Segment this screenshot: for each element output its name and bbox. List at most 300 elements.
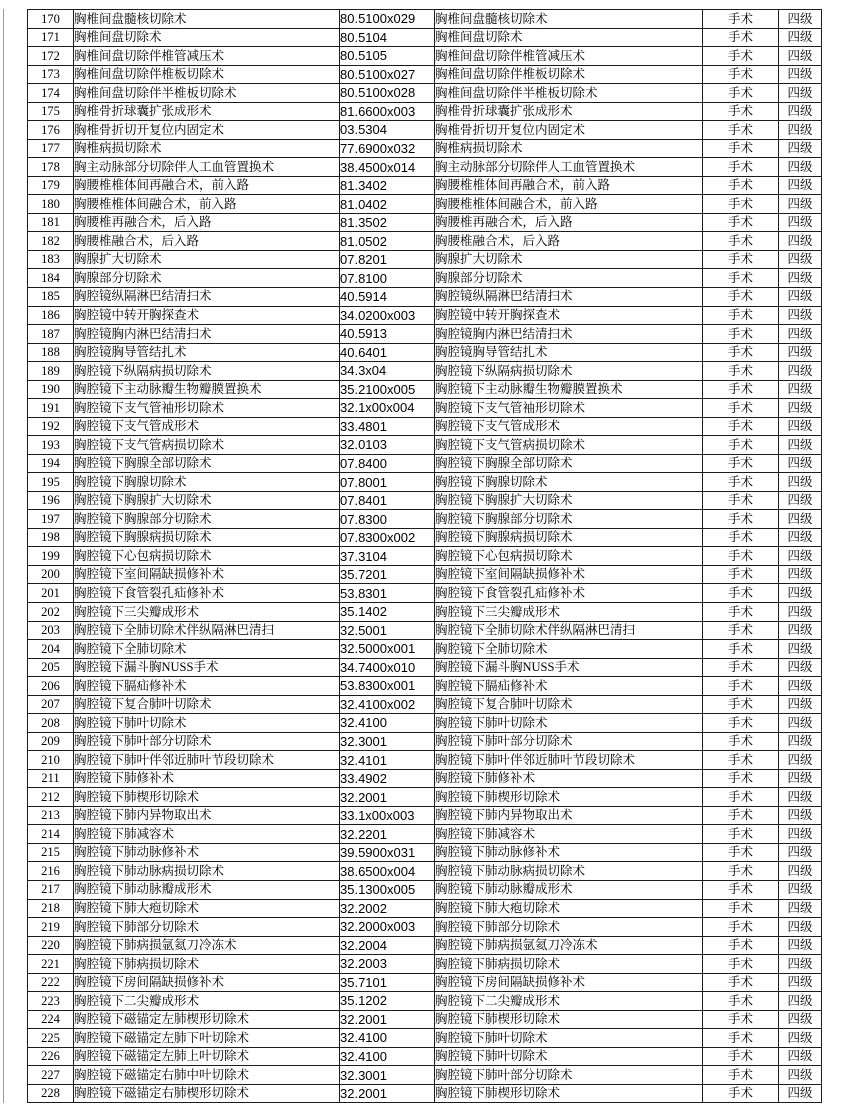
cell-name: 胸腔镜下食管裂孔疝修补术 [74,584,340,603]
cell-category: 手术 [703,84,779,103]
cell-code: 32.2000x003 [340,918,435,937]
cell-code: 07.8300 [340,510,435,529]
cell-grade: 四级 [779,918,822,937]
cell-category: 手术 [703,880,779,899]
cell-code: 32.4100x002 [340,695,435,714]
cell-grade: 四级 [779,1047,822,1066]
cell-code: 81.3502 [340,213,435,232]
cell-name_repeat: 胸腔镜下肺叶切除术 [435,1047,703,1066]
cell-name_repeat: 胸椎间盘切除伴椎板切除术 [435,65,703,84]
cell-category: 手术 [703,899,779,918]
cell-name: 胸腔镜下肺楔形切除术 [74,788,340,807]
cell-name_repeat: 胸腔镜下主动脉瓣生物瓣膜置换术 [435,380,703,399]
cell-code: 81.3402 [340,176,435,195]
cell-no: 175 [28,102,74,121]
cell-no: 200 [28,565,74,584]
cell-grade: 四级 [779,955,822,974]
cell-name_repeat: 胸椎骨折切开复位内固定术 [435,121,703,140]
cell-code: 32.4100 [340,1047,435,1066]
cell-no: 173 [28,65,74,84]
table-row [28,1047,822,1066]
cell-code: 32.4100 [340,1029,435,1048]
left-edge-column-line [3,9,4,1103]
cell-category: 手术 [703,1010,779,1029]
cell-code: 32.4101 [340,751,435,770]
cell-code: 77.6900x032 [340,139,435,158]
cell-name_repeat: 胸腔镜下心包病损切除术 [435,547,703,566]
cell-code: 80.5100x029 [340,10,435,29]
cell-grade: 四级 [779,973,822,992]
table-row [28,695,822,714]
cell-name: 胸腔镜下肺叶部分切除术 [74,732,340,751]
cell-grade: 四级 [779,992,822,1011]
cell-category: 手术 [703,862,779,881]
cell-category: 手术 [703,65,779,84]
cell-no: 195 [28,473,74,492]
cell-name_repeat: 胸腔镜下复合肺叶切除术 [435,695,703,714]
cell-category: 手术 [703,732,779,751]
cell-name: 胸腔镜下肺部分切除术 [74,918,340,937]
cell-no: 193 [28,436,74,455]
cell-grade: 四级 [779,751,822,770]
cell-category: 手术 [703,621,779,640]
cell-code: 32.2001 [340,1010,435,1029]
cell-name: 胸腔镜下膈疝修补术 [74,677,340,696]
cell-name: 胸腔镜下肺减容术 [74,825,340,844]
cell-code: 81.0502 [340,232,435,251]
cell-name_repeat: 胸腺部分切除术 [435,269,703,288]
cell-category: 手术 [703,603,779,622]
cell-grade: 四级 [779,640,822,659]
cell-code: 32.5000x001 [340,640,435,659]
cell-code: 32.1x00x004 [340,399,435,418]
cell-code: 40.6401 [340,343,435,362]
cell-grade: 四级 [779,84,822,103]
cell-code: 07.8100 [340,269,435,288]
table-row [28,436,822,455]
table-row [28,584,822,603]
cell-category: 手术 [703,528,779,547]
cell-no: 191 [28,399,74,418]
table-row [28,806,822,825]
cell-name: 胸腰椎椎体间再融合术，前入路 [74,176,340,195]
cell-name: 胸腔镜下肺病损切除术 [74,955,340,974]
cell-name_repeat: 胸腔镜下食管裂孔疝修补术 [435,584,703,603]
table-row [28,325,822,344]
cell-name: 胸腔镜下房间隔缺损修补术 [74,973,340,992]
cell-no: 170 [28,10,74,29]
cell-code: 34.0200x003 [340,306,435,325]
cell-grade: 四级 [779,825,822,844]
cell-name: 胸腔镜下肺修补术 [74,769,340,788]
cell-name: 胸腔镜下心包病损切除术 [74,547,340,566]
cell-code: 40.5914 [340,287,435,306]
cell-no: 192 [28,417,74,436]
cell-no: 207 [28,695,74,714]
table-row [28,380,822,399]
cell-category: 手术 [703,1066,779,1085]
cell-name_repeat: 胸腔镜下三尖瓣成形术 [435,603,703,622]
cell-no: 198 [28,528,74,547]
table-row [28,10,822,29]
cell-no: 196 [28,491,74,510]
cell-category: 手术 [703,1084,779,1103]
cell-name: 胸腰椎再融合术，后入路 [74,213,340,232]
cell-no: 184 [28,269,74,288]
cell-grade: 四级 [779,343,822,362]
table-row [28,880,822,899]
cell-no: 218 [28,899,74,918]
cell-no: 217 [28,880,74,899]
cell-name_repeat: 胸腔镜中转开胸探查术 [435,306,703,325]
cell-no: 223 [28,992,74,1011]
table-row [28,899,822,918]
cell-grade: 四级 [779,621,822,640]
cell-no: 179 [28,176,74,195]
cell-name: 胸腔镜下肺内异物取出术 [74,806,340,825]
table-row [28,510,822,529]
table-row [28,84,822,103]
cell-category: 手术 [703,213,779,232]
cell-name_repeat: 胸腔镜下房间隔缺损修补术 [435,973,703,992]
cell-no: 180 [28,195,74,214]
cell-code: 35.1402 [340,603,435,622]
table-row [28,65,822,84]
cell-code: 34.3x04 [340,362,435,381]
cell-name_repeat: 胸腔镜下胸腺扩大切除术 [435,491,703,510]
cell-category: 手术 [703,269,779,288]
table-row [28,1084,822,1103]
cell-grade: 四级 [779,1029,822,1048]
cell-no: 222 [28,973,74,992]
cell-code: 32.2201 [340,825,435,844]
cell-category: 手术 [703,102,779,121]
cell-no: 201 [28,584,74,603]
cell-name: 胸腔镜下纵隔病损切除术 [74,362,340,381]
cell-no: 202 [28,603,74,622]
cell-name: 胸腔镜下胸腺扩大切除术 [74,491,340,510]
cell-no: 212 [28,788,74,807]
table-row [28,658,822,677]
cell-no: 182 [28,232,74,251]
cell-grade: 四级 [779,102,822,121]
cell-no: 228 [28,1084,74,1103]
cell-name_repeat: 胸腔镜下肺楔形切除术 [435,1084,703,1103]
cell-code: 80.5100x027 [340,65,435,84]
cell-name: 胸腔镜下胸腺全部切除术 [74,454,340,473]
cell-no: 204 [28,640,74,659]
cell-name: 胸腔镜下肺叶切除术 [74,714,340,733]
cell-name: 胸腔镜下肺大疱切除术 [74,899,340,918]
cell-name: 胸腔镜下全肺切除术 [74,640,340,659]
cell-no: 206 [28,677,74,696]
cell-category: 手术 [703,547,779,566]
cell-category: 手术 [703,714,779,733]
table-row [28,195,822,214]
cell-code: 35.2100x005 [340,380,435,399]
cell-no: 211 [28,769,74,788]
cell-category: 手术 [703,918,779,937]
cell-name_repeat: 胸腔镜下肺叶伴邻近肺叶节段切除术 [435,751,703,770]
cell-no: 185 [28,287,74,306]
cell-name_repeat: 胸腰椎椎体间再融合术，前入路 [435,176,703,195]
cell-no: 189 [28,362,74,381]
cell-name: 胸椎骨折球囊扩张成形术 [74,102,340,121]
cell-name: 胸腔镜下肺动脉病损切除术 [74,862,340,881]
cell-name_repeat: 胸腔镜下膈疝修补术 [435,677,703,696]
table-row [28,918,822,937]
cell-no: 221 [28,955,74,974]
cell-name: 胸腔镜下二尖瓣成形术 [74,992,340,1011]
cell-no: 214 [28,825,74,844]
cell-name: 胸椎骨折切开复位内固定术 [74,121,340,140]
cell-category: 手术 [703,250,779,269]
cell-code: 38.4500x014 [340,158,435,177]
cell-grade: 四级 [779,306,822,325]
cell-name_repeat: 胸腔镜下肺叶切除术 [435,714,703,733]
cell-name: 胸腔镜下肺动脉修补术 [74,843,340,862]
table-row [28,1029,822,1048]
cell-name_repeat: 胸椎间盘切除伴半椎板切除术 [435,84,703,103]
cell-name_repeat: 胸腔镜下肺部分切除术 [435,918,703,937]
cell-category: 手术 [703,510,779,529]
cell-category: 手术 [703,806,779,825]
table-row [28,992,822,1011]
cell-no: 197 [28,510,74,529]
cell-category: 手术 [703,955,779,974]
cell-grade: 四级 [779,325,822,344]
cell-name: 胸腔镜下胸腺病损切除术 [74,528,340,547]
cell-grade: 四级 [779,250,822,269]
cell-code: 80.5100x028 [340,84,435,103]
cell-category: 手术 [703,139,779,158]
cell-category: 手术 [703,28,779,47]
cell-name_repeat: 胸腔镜下肺动脉修补术 [435,843,703,862]
cell-name_repeat: 胸腔镜下肺修补术 [435,769,703,788]
cell-name_repeat: 胸腔镜下纵隔病损切除术 [435,362,703,381]
cell-code: 35.7201 [340,565,435,584]
cell-category: 手术 [703,287,779,306]
cell-grade: 四级 [779,10,822,29]
cell-name_repeat: 胸腰椎椎体间融合术，前入路 [435,195,703,214]
cell-grade: 四级 [779,510,822,529]
table-row [28,232,822,251]
cell-grade: 四级 [779,1084,822,1103]
table-row [28,454,822,473]
cell-grade: 四级 [779,936,822,955]
cell-name: 胸主动脉部分切除伴人工血管置换术 [74,158,340,177]
cell-category: 手术 [703,47,779,66]
cell-no: 219 [28,918,74,937]
cell-name: 胸腔镜下室间隔缺损修补术 [74,565,340,584]
cell-category: 手术 [703,362,779,381]
table-row [28,1010,822,1029]
cell-grade: 四级 [779,1066,822,1085]
cell-category: 手术 [703,325,779,344]
cell-code: 35.1300x005 [340,880,435,899]
table-row [28,362,822,381]
cell-code: 07.8001 [340,473,435,492]
procedure-table-body [28,10,822,1103]
table-row [28,28,822,47]
table-row [28,751,822,770]
cell-category: 手术 [703,751,779,770]
cell-name_repeat: 胸腔镜下二尖瓣成形术 [435,992,703,1011]
cell-name: 胸椎间盘切除伴半椎板切除术 [74,84,340,103]
cell-grade: 四级 [779,1010,822,1029]
cell-code: 33.1x00x003 [340,806,435,825]
cell-name: 胸腔镜下肺动脉瓣成形术 [74,880,340,899]
cell-category: 手术 [703,843,779,862]
cell-category: 手术 [703,788,779,807]
cell-grade: 四级 [779,232,822,251]
cell-name: 胸腺部分切除术 [74,269,340,288]
cell-code: 32.3001 [340,732,435,751]
cell-grade: 四级 [779,195,822,214]
cell-name: 胸椎间盘切除伴椎管减压术 [74,47,340,66]
cell-name_repeat: 胸腔镜下肺动脉病损切除术 [435,862,703,881]
table-row [28,473,822,492]
cell-name_repeat: 胸腔镜下肺病损切除术 [435,955,703,974]
cell-no: 183 [28,250,74,269]
cell-code: 38.6500x004 [340,862,435,881]
cell-name: 胸腔镜下肺叶伴邻近肺叶节段切除术 [74,751,340,770]
cell-name: 胸腺扩大切除术 [74,250,340,269]
cell-code: 33.4902 [340,769,435,788]
cell-code: 03.5304 [340,121,435,140]
table-row [28,843,822,862]
table-row [28,417,822,436]
cell-grade: 四级 [779,769,822,788]
cell-code: 32.5001 [340,621,435,640]
cell-name: 胸腔镜下磁锚定左肺楔形切除术 [74,1010,340,1029]
cell-category: 手术 [703,825,779,844]
cell-no: 210 [28,751,74,770]
cell-code: 32.2002 [340,899,435,918]
table-row [28,603,822,622]
cell-grade: 四级 [779,47,822,66]
table-row [28,955,822,974]
cell-name_repeat: 胸腔镜下肺减容术 [435,825,703,844]
cell-name: 胸椎间盘髓核切除术 [74,10,340,29]
cell-grade: 四级 [779,121,822,140]
cell-category: 手术 [703,936,779,955]
cell-name_repeat: 胸腔镜胸内淋巴结清扫术 [435,325,703,344]
cell-code: 81.6600x003 [340,102,435,121]
cell-no: 226 [28,1047,74,1066]
cell-code: 37.3104 [340,547,435,566]
cell-name: 胸腰椎融合术，后入路 [74,232,340,251]
table-row [28,788,822,807]
cell-grade: 四级 [779,158,822,177]
cell-no: 187 [28,325,74,344]
cell-category: 手术 [703,158,779,177]
cell-no: 176 [28,121,74,140]
cell-code: 35.7101 [340,973,435,992]
cell-category: 手术 [703,195,779,214]
table-row [28,158,822,177]
cell-no: 213 [28,806,74,825]
cell-code: 07.8400 [340,454,435,473]
table-row [28,825,822,844]
cell-category: 手术 [703,306,779,325]
cell-name: 胸腔镜下肺病损氩氦刀冷冻术 [74,936,340,955]
table-row [28,936,822,955]
table-row [28,102,822,121]
cell-grade: 四级 [779,269,822,288]
cell-grade: 四级 [779,399,822,418]
cell-code: 35.1202 [340,992,435,1011]
cell-name: 胸腔镜纵隔淋巴结清扫术 [74,287,340,306]
table-row [28,306,822,325]
cell-name_repeat: 胸腰椎融合术，后入路 [435,232,703,251]
table-row [28,621,822,640]
cell-name_repeat: 胸腔镜下肺大疱切除术 [435,899,703,918]
cell-category: 手术 [703,973,779,992]
cell-grade: 四级 [779,677,822,696]
cell-code: 40.5913 [340,325,435,344]
cell-no: 190 [28,380,74,399]
table-row [28,677,822,696]
cell-grade: 四级 [779,213,822,232]
cell-code: 32.3001 [340,1066,435,1085]
cell-grade: 四级 [779,362,822,381]
cell-grade: 四级 [779,436,822,455]
cell-code: 32.4100 [340,714,435,733]
cell-grade: 四级 [779,603,822,622]
cell-no: 194 [28,454,74,473]
cell-name: 胸椎间盘切除伴椎板切除术 [74,65,340,84]
cell-grade: 四级 [779,880,822,899]
cell-no: 171 [28,28,74,47]
table-row [28,565,822,584]
table-row [28,491,822,510]
cell-name: 胸腔镜下磁锚定右肺中叶切除术 [74,1066,340,1085]
cell-grade: 四级 [779,176,822,195]
cell-name_repeat: 胸腔镜下肺楔形切除术 [435,1010,703,1029]
cell-category: 手术 [703,176,779,195]
cell-grade: 四级 [779,806,822,825]
cell-name_repeat: 胸腔镜下支气管袖形切除术 [435,399,703,418]
cell-category: 手术 [703,343,779,362]
cell-no: 208 [28,714,74,733]
cell-category: 手术 [703,695,779,714]
cell-no: 224 [28,1010,74,1029]
cell-name_repeat: 胸腔镜下肺动脉瓣成形术 [435,880,703,899]
cell-name: 胸腔镜下复合肺叶切除术 [74,695,340,714]
cell-grade: 四级 [779,584,822,603]
cell-category: 手术 [703,1029,779,1048]
table-row [28,399,822,418]
cell-code: 80.5104 [340,28,435,47]
cell-category: 手术 [703,10,779,29]
cell-grade: 四级 [779,65,822,84]
cell-name_repeat: 胸腔镜下肺叶切除术 [435,1029,703,1048]
cell-category: 手术 [703,417,779,436]
cell-name_repeat: 胸腔镜下肺叶部分切除术 [435,1066,703,1085]
cell-name_repeat: 胸腔镜下胸腺部分切除术 [435,510,703,529]
table-row [28,121,822,140]
cell-name_repeat: 胸腔镜下全肺切除术伴纵隔淋巴清扫 [435,621,703,640]
table-row [28,250,822,269]
cell-name_repeat: 胸腔镜下肺病损氩氦刀冷冻术 [435,936,703,955]
cell-category: 手术 [703,454,779,473]
cell-no: 215 [28,843,74,862]
table-row [28,714,822,733]
table-row [28,769,822,788]
cell-name_repeat: 胸腔镜胸导管结扎术 [435,343,703,362]
cell-category: 手术 [703,640,779,659]
